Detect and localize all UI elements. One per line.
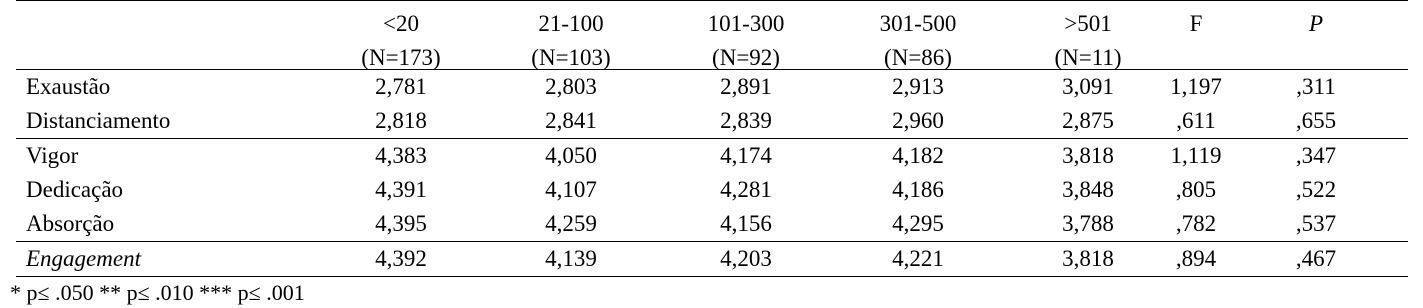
cell-p: ,311 <box>1296 74 1336 99</box>
cell-f: ,894 <box>1175 246 1217 271</box>
cell-f: 1,197 <box>1170 74 1222 99</box>
header-label: 101-300 <box>707 11 785 36</box>
cell: 4,174 <box>720 143 772 168</box>
cell-f: ,782 <box>1175 211 1217 236</box>
header-gt501 <box>1018 7 1158 75</box>
cell: 2,839 <box>720 108 772 133</box>
cell: 2,960 <box>892 108 944 133</box>
cell: 3,788 <box>1062 211 1114 236</box>
header-n: (N=86) <box>884 45 952 70</box>
header-label: F <box>1189 11 1203 36</box>
row-label: Absorção <box>26 211 115 236</box>
table-row <box>16 139 1408 173</box>
cell: 4,182 <box>892 143 944 168</box>
cell: 2,891 <box>720 74 772 99</box>
header-f <box>1146 7 1246 41</box>
cell: 2,781 <box>375 74 427 99</box>
table-row <box>16 104 1408 138</box>
cell-p: ,467 <box>1295 246 1337 271</box>
results-table <box>16 0 1408 277</box>
header-label: >501 <box>1064 11 1112 36</box>
header-lt20 <box>331 7 471 75</box>
table-header <box>16 1 1408 69</box>
header-label: 21-100 <box>538 11 604 36</box>
bottom-rule <box>16 276 1408 277</box>
header-n: (N=173) <box>361 45 441 70</box>
cell: 4,392 <box>375 246 427 271</box>
cell: 3,091 <box>1062 74 1114 99</box>
cell: 2,818 <box>375 108 427 133</box>
header-label: 301-500 <box>879 11 957 36</box>
table-footnote: * p≤ .050 ** p≤ .010 *** p≤ .001 <box>10 280 305 305</box>
header-21-100 <box>501 7 641 75</box>
table-row <box>16 70 1408 104</box>
cell: 4,395 <box>375 211 427 236</box>
table-row <box>16 173 1408 207</box>
header-101-300 <box>676 7 816 75</box>
cell: 4,259 <box>545 211 597 236</box>
table-row <box>16 242 1408 276</box>
cell: 2,875 <box>1062 108 1114 133</box>
cell: 4,281 <box>720 177 772 202</box>
cell-p: ,347 <box>1295 143 1337 168</box>
cell-f: 1,119 <box>1170 143 1222 168</box>
cell: 2,841 <box>545 108 597 133</box>
row-label: Vigor <box>26 143 79 168</box>
cell-p: ,655 <box>1295 108 1337 133</box>
cell: 4,139 <box>545 246 597 271</box>
cell: 4,050 <box>545 143 597 168</box>
cell-f: ,611 <box>1176 108 1216 133</box>
row-label: Exaustão <box>26 74 111 99</box>
row-label: Dedicação <box>26 177 124 202</box>
cell-p: ,537 <box>1295 211 1337 236</box>
cell: 2,913 <box>892 74 944 99</box>
header-p <box>1286 7 1346 41</box>
cell: 4,186 <box>892 177 944 202</box>
row-label: Distanciamento <box>26 108 171 133</box>
header-n: (N=92) <box>712 45 780 70</box>
cell: 4,107 <box>545 177 597 202</box>
cell: 4,203 <box>720 246 772 271</box>
cell: 4,391 <box>375 177 427 202</box>
cell: 3,848 <box>1062 177 1114 202</box>
cell: 4,383 <box>375 143 427 168</box>
cell-f: ,805 <box>1175 177 1217 202</box>
cell: 3,818 <box>1062 246 1114 271</box>
cell: 4,156 <box>720 211 772 236</box>
header-n: (N=103) <box>531 45 611 70</box>
header-label: <20 <box>383 11 419 36</box>
header-n: (N=11) <box>1054 45 1122 70</box>
cell-p: ,522 <box>1295 177 1337 202</box>
cell: 4,295 <box>892 211 944 236</box>
table-row <box>16 207 1408 241</box>
header-label: P <box>1308 11 1324 36</box>
row-label: Engagement <box>26 246 141 271</box>
cell: 2,803 <box>545 74 597 99</box>
cell: 3,818 <box>1062 143 1114 168</box>
header-301-500 <box>848 7 988 75</box>
cell: 4,221 <box>892 246 944 271</box>
